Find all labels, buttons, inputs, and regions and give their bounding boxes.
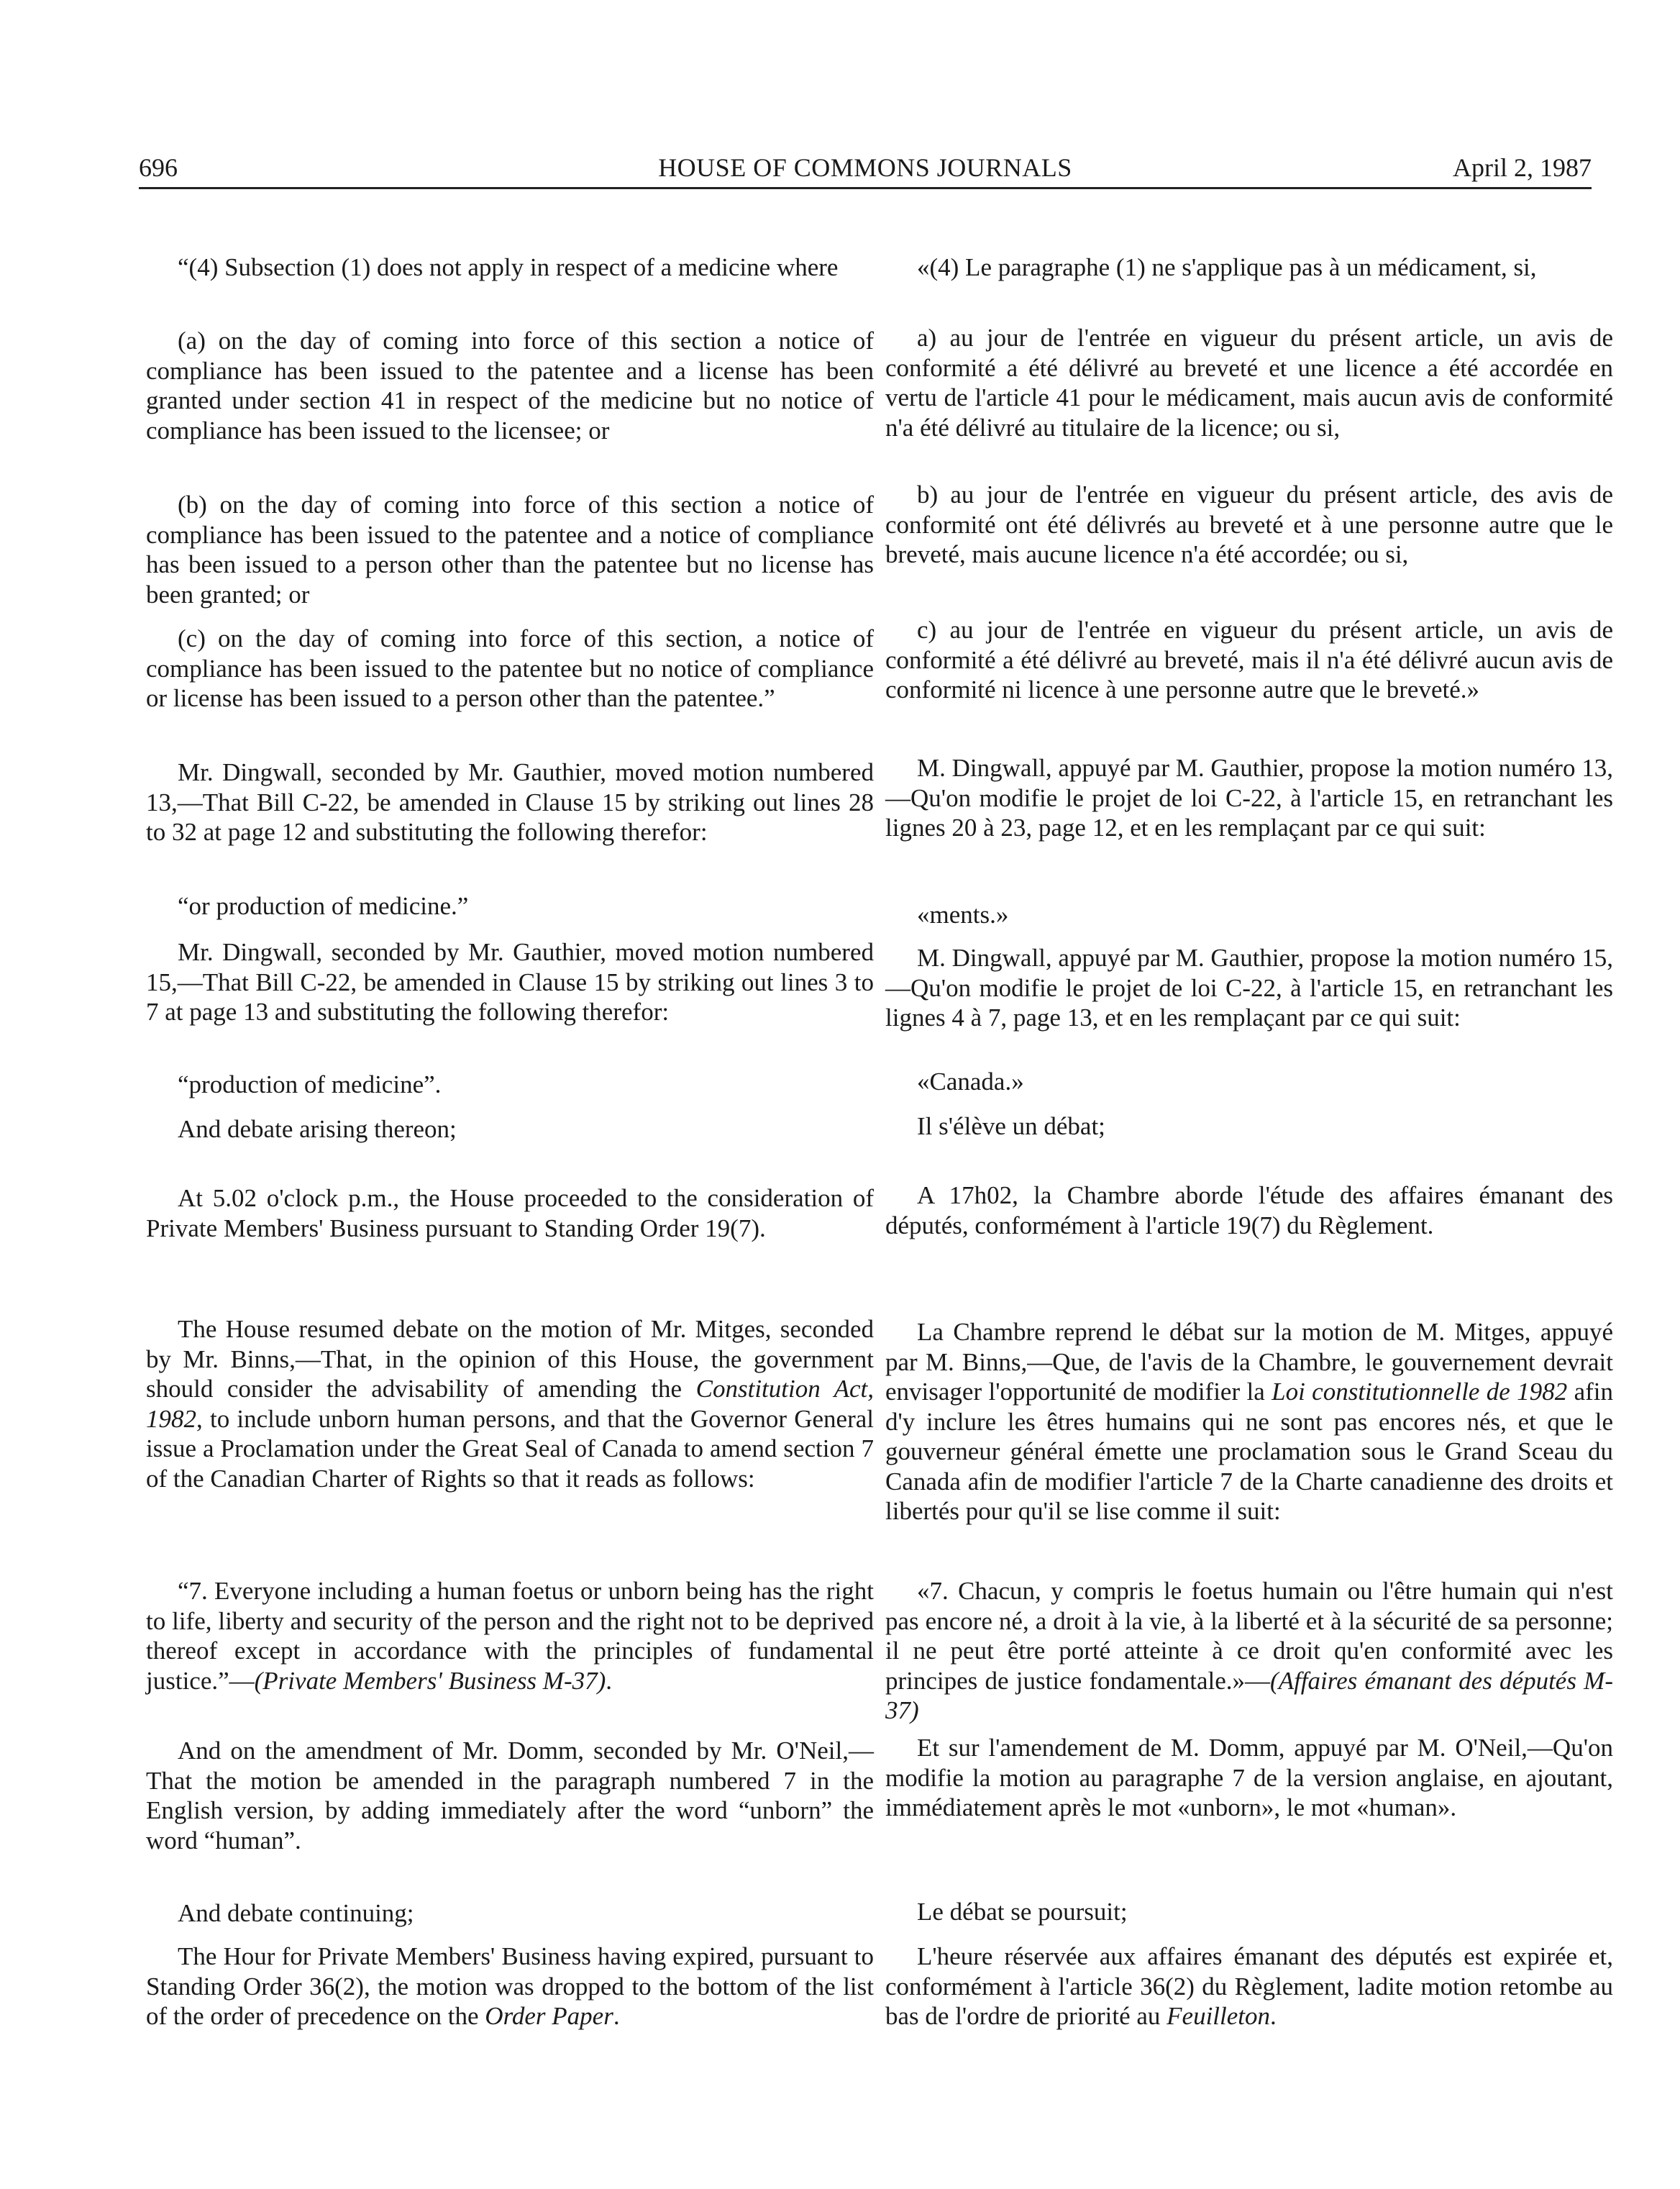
alinea-c: c) au jour de l'entrée en vigueur du présent article, un avis de conformité a été délivré au breveté, mais il n'a été délivré aucun avis de conformité ni licence à une personne autre que le breveté.» <box>885 616 1613 704</box>
mitges-motion: The House resumed debate on the motion of Mr. Mitges, seconded by Mr. Binns,—That, in the opinion of this House, the government should consider the advisability of amending the Constitution Act, 1982, to include unborn human persons, and that the Governor General issue a Proclamation under the Great Seal of Canada to amend section 7 of the Canadian Charter of Rights so that it reads as follows: <box>146 1315 874 1493</box>
reference-motion-fr: (Affaires émanant des députés M-37) <box>885 1666 1613 1724</box>
article-7-texte: «7. Chacun, y compris le foetus humain ou l'être humain qui n'est pas encore né, a droit à la vie, à la liberté et à la sécurité de sa personne; il ne peut être porté atteinte à ce droit qu'en conformité avec les principes de justice fondamentale.»—(Affaires émanant des députés M-37) <box>885 1577 1613 1724</box>
debate-continuing: And debate continuing; <box>178 1899 414 1927</box>
motion-13-text: “or production of medicine.” <box>178 892 469 920</box>
debat-fr: Il s'élève un débat; <box>917 1112 1105 1140</box>
affaires-deputes: A 17h02, la Chambre aborde l'étude des affaires émanant des députés, conformément à l'article 19(7) du Règlement. <box>885 1181 1613 1239</box>
motion-15-text: “production of medicine”. <box>178 1070 442 1098</box>
section-7-text: “7. Everyone including a human foetus or unborn being has the right to life, liberty and security of the person and the right not to be deprived thereof except in accordance with the principles of fundamental justice.”—(Private Members' Business M-37). <box>146 1577 874 1695</box>
motion-reference: (Private Members' Business M-37) <box>254 1666 606 1695</box>
hour-expired: The Hour for Private Members' Business having expired, pursuant to Standing Order 36(2), the motion was dropped to the bottom of the list of the order of precedence on the Order Paper. <box>146 1942 874 2030</box>
loi-constitutionnelle: Loi constitutionnelle de 1982 <box>1272 1378 1568 1406</box>
motion-15-fr: M. Dingwall, appuyé par M. Gauthier, propose la motion numéro 15,—Qu'on modifie le projet de loi C-22, à l'article 15, en retranchant les lignes 4 à 7, page 13, et en les remplaçant par ce qui suit: <box>885 944 1613 1032</box>
motion-15-texte: «Canada.» <box>917 1068 1024 1096</box>
domm-amendment: And on the amendment of Mr. Domm, seconded by Mr. O'Neil,—That the motion be amended in the paragraph numbered 7 in the English version, by adding immediately after the word “unborn” the word “human”. <box>146 1737 874 1854</box>
feuilleton: Feuilleton <box>1167 2002 1271 2030</box>
alinea-a: a) au jour de l'entrée en vigueur du présent article, un avis de conformité a été délivré au breveté et une licence a été accordée en vertu de l'article 41 pour le médicament, mais aucun avis de conformité n'a été délivré au titulaire de la licence; ou si, <box>885 324 1613 442</box>
clause-c: (c) on the day of coming into force of this section, a notice of compliance has been issued to the patentee but no notice of compliance or license has been issued to a person other than the patentee.” <box>146 624 874 712</box>
journal-title: HOUSE OF COMMONS JOURNALS <box>658 153 1072 182</box>
debat-se-poursuit: Le débat se poursuit; <box>917 1898 1128 1926</box>
motion-13-fr: M. Dingwall, appuyé par M. Gauthier, propose la motion numéro 13,—Qu'on modifie le projet de loi C-22, à l'article 15, en retranchant les lignes 20 à 23, page 12, et en les remplaçant par ce qui suit: <box>885 754 1613 842</box>
private-members-business: At 5.02 o'clock p.m., the House proceeded to the consideration of Private Members' Business pursuant to Standing Order 19(7). <box>146 1184 874 1242</box>
page-header <box>139 148 1592 189</box>
paragraphe-4-intro: «(4) Le paragraphe (1) ne s'applique pas à un médicament, si, <box>917 253 1537 281</box>
clause-a: (a) on the day of coming into force of this section a notice of compliance has been issued to the patentee and a license has been granted under section 41 in respect of the medicine but no notice of compliance has been issued to the licensee; or <box>146 327 874 445</box>
amendement-domm: Et sur l'amendement de M. Domm, appuyé par M. O'Neil,—Qu'on modifie la motion au paragraphe 7 de la version anglaise, en ajoutant, immédiatement après le mot «unborn», le mot «human». <box>885 1734 1613 1821</box>
clause-b: (b) on the day of coming into force of this section a notice of compliance has been issued to the patentee and a notice of compliance has been issued to a person other than the patentee but no license has been granted; or <box>146 491 874 609</box>
motion-15: Mr. Dingwall, seconded by Mr. Gauthier, moved motion numbered 15,—That Bill C-22, be amended in Clause 15 by striking out lines 3 to 7 at page 13 and substituting the following therefor: <box>146 938 874 1026</box>
debate-arising: And debate arising thereon; <box>178 1115 457 1143</box>
heure-expiree: L'heure réservée aux affaires émanant des députés est expirée et, conformément à l'article 36(2) du Règlement, ladite motion retombe au bas de l'ordre de priorité au Feuilleton. <box>885 1942 1613 2030</box>
constitution-act: Constitution Act, 1982 <box>146 1375 874 1433</box>
page-number: 696 <box>139 153 178 182</box>
alinea-b: b) au jour de l'entrée en vigueur du présent article, des avis de conformité ont été délivrés au breveté et à une personne autre que le breveté, mais aucune licence n'a été accordée; ou si, <box>885 481 1613 568</box>
motion-13: Mr. Dingwall, seconded by Mr. Gauthier, moved motion numbered 13,—That Bill C-22, be amended in Clause 15 by striking out lines 28 to 32 at page 12 and substituting the following therefor: <box>146 758 874 846</box>
motion-mitges-fr: La Chambre reprend le débat sur la motion de M. Mitges, appuyé par M. Binns,—Que, de l'avis de la Chambre, le gouvernement devrait envisager l'opportunité de modifier la Loi constitutionnelle de 1982 afin d'y inclure les êtres humains qui ne sont pas encores nés, et que le gouverneur général émette une proclamation sous le Grand Sceau du Canada afin de modifier l'article 7 de la Charte canadienne des droits et libertés pour qu'il se lise comme il suit: <box>885 1318 1613 1525</box>
order-paper: Order Paper <box>485 2002 613 2030</box>
motion-13-texte: «ments.» <box>917 901 1009 929</box>
subsection-4-intro: “(4) Subsection (1) does not apply in respect of a medicine where <box>178 253 839 281</box>
journal-date: April 2, 1987 <box>1453 153 1592 182</box>
